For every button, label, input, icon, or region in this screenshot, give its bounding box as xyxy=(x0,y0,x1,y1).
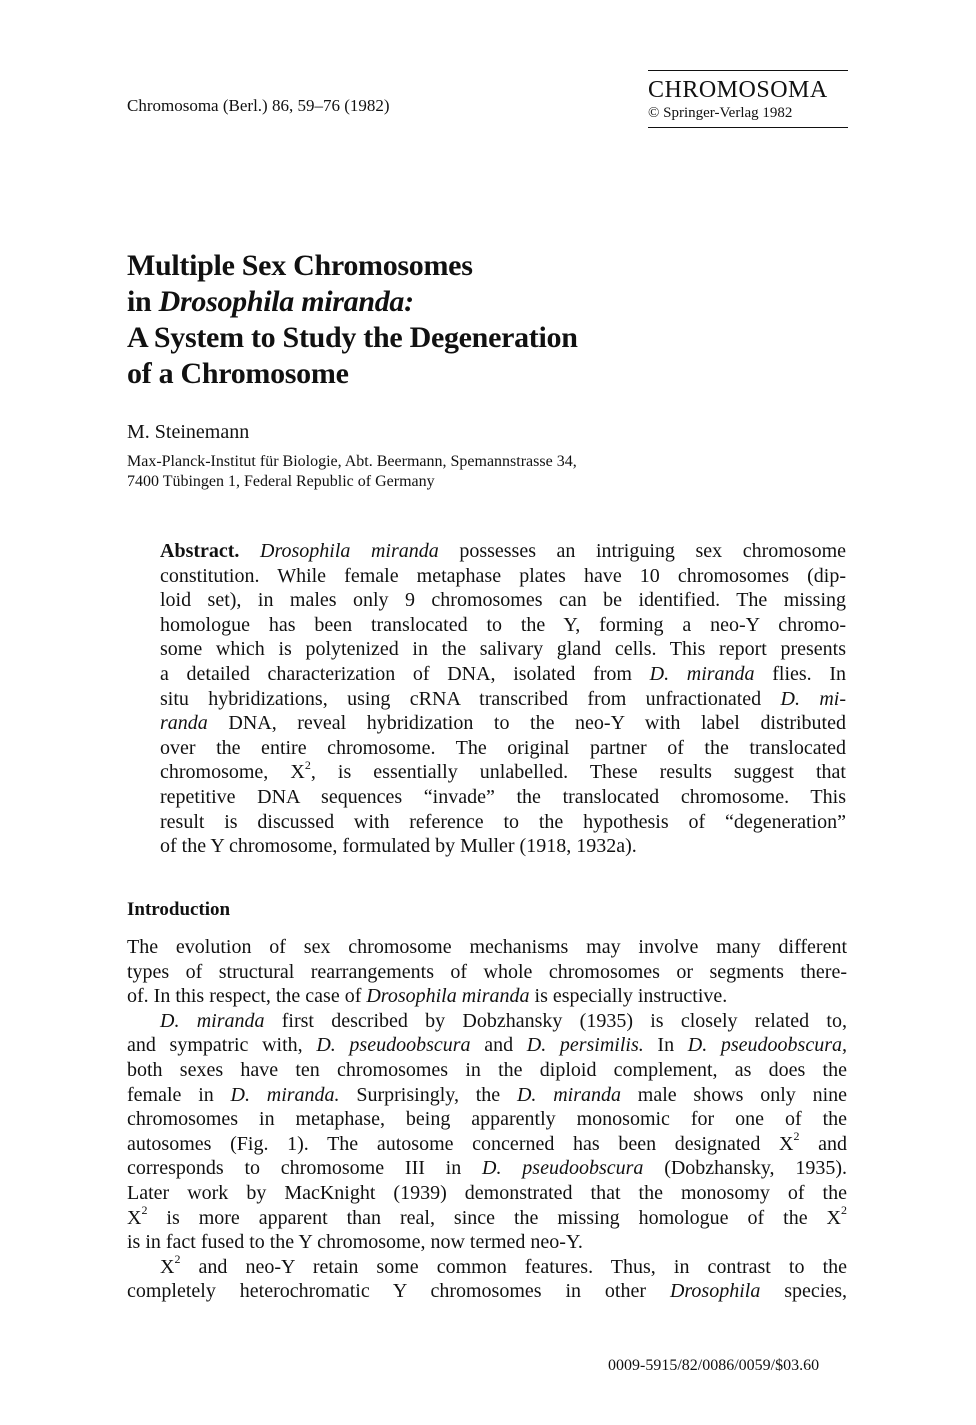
body-line xyxy=(127,1202,847,1231)
abstract-line xyxy=(160,711,846,736)
title-species-name: Drosophila miranda: xyxy=(158,285,414,318)
body-line xyxy=(127,1009,847,1034)
species-name: D. pseudoobscura xyxy=(482,1157,644,1180)
text-run: is more apparent than real, since the missing homologue of the X xyxy=(147,1206,841,1229)
text-run: autosomes (Fig. 1). The autosome concerned has been designated X xyxy=(127,1132,794,1155)
abstract-line xyxy=(160,662,846,687)
abstract-line: some which is polytenized in the salivary gland cells. This report presents xyxy=(160,638,846,661)
species-name: D. miranda. xyxy=(230,1083,340,1106)
text-run: completely heterochromatic Y chromosomes in other xyxy=(127,1280,670,1303)
abstract-line: constitution. While female metaphase plates have 10 chromosomes (dip- xyxy=(160,564,846,587)
abstract-line: repetitive DNA sequences “invade” the translocated chromosome. This xyxy=(160,785,846,808)
text-run: species, xyxy=(760,1280,847,1303)
text-run: , is essentially unlabelled. These results suggest that xyxy=(310,761,846,784)
text-run: and neo-Y retain some common features. Thus, in contrast to the xyxy=(180,1255,847,1278)
text-run: of. In this respect, the case of xyxy=(127,985,367,1008)
species-name: Drosophila miranda xyxy=(260,540,439,562)
author-affiliation xyxy=(127,452,577,492)
text-run: a detailed characterization of DNA, isolated from xyxy=(160,662,650,685)
body-line: The evolution of sex chromosome mechanisms may involve many different xyxy=(127,936,847,958)
species-name: D. miranda xyxy=(160,1009,265,1032)
species-name: Drosophila miranda xyxy=(366,985,530,1008)
abstract-line xyxy=(160,757,846,785)
text-run: and xyxy=(799,1132,847,1155)
title-line-2-prefix: in xyxy=(127,285,159,318)
species-name: Drosophila xyxy=(669,1280,761,1303)
body-line xyxy=(127,1252,847,1280)
journal-masthead xyxy=(648,70,848,128)
title-line-2 xyxy=(127,284,687,320)
body-line xyxy=(127,1033,847,1058)
body-line: both sexes have ten chromosomes in the diploid complement, as does the xyxy=(127,1058,847,1081)
text-run: is especially instructive. xyxy=(529,985,728,1008)
body-line xyxy=(127,1279,847,1304)
body-line: is in fact fused to the Y chromosome, now termed neo-Y. xyxy=(127,1231,583,1254)
abstract-line: loid set), in males only 9 chromosomes can be identified. The missing xyxy=(160,589,846,612)
text-run: X xyxy=(127,1206,142,1229)
abstract-line xyxy=(160,687,846,712)
text-run: male shows only nine xyxy=(620,1083,847,1106)
title-line-4: of a Chromosome xyxy=(127,357,349,390)
text-run: DNA, reveal hybridization to the neo-Y with label distributed xyxy=(207,712,846,735)
text-run: possesses an intriguing sex chromosome xyxy=(438,540,847,562)
text-run: and xyxy=(470,1034,527,1057)
text-run: Surprisingly, the xyxy=(339,1083,517,1106)
journal-citation: Chromosoma (Berl.) 86, 59–76 (1982) xyxy=(127,96,390,115)
title-line-3: A System to Study the Degeneration xyxy=(127,321,578,354)
abstract-line: of the Y chromosome, formulated by Muller (1918, 1932a). xyxy=(160,835,637,858)
body-line: Later work by MacKnight (1939) demonstrated that the monosomy of the xyxy=(127,1181,847,1204)
species-name: D. miranda xyxy=(516,1083,621,1106)
text-run: female in xyxy=(127,1083,231,1106)
text-run: X xyxy=(160,1255,175,1278)
text-run: first described by Dobzhansky (1935) is closely related to, xyxy=(264,1009,847,1032)
paper-title xyxy=(127,248,687,392)
superscript: 2 xyxy=(304,757,311,772)
section-heading-introduction: Introduction xyxy=(127,899,231,920)
species-name: D. pseudoobscura xyxy=(316,1034,471,1057)
text-run: situ hybridizations, using cRNA transcribed from unfractionated xyxy=(160,687,781,710)
abstract xyxy=(160,539,846,859)
introduction-body xyxy=(127,935,847,1304)
body-line xyxy=(127,1129,847,1157)
superscript: 2 xyxy=(841,1202,847,1217)
superscript: 2 xyxy=(174,1252,181,1267)
body-line: types of structural rearrangements of whole chromosomes or segments there- xyxy=(127,960,847,983)
article-code: 0009-5915/82/0086/0059/$03.60 xyxy=(608,1357,820,1374)
author-name: M. Steinemann xyxy=(127,421,250,443)
species-name: randa xyxy=(160,712,208,735)
body-line xyxy=(127,1083,847,1108)
species-name: D. mi- xyxy=(780,687,846,710)
affiliation-line-2: 7400 Tübingen 1, Federal Republic of Germany xyxy=(127,473,435,490)
affiliation-line-1: Max-Planck-Institut für Biologie, Abt. Beermann, Spemannstrasse 34, xyxy=(127,453,577,470)
abstract-line: over the entire chromosome. The original partner of the translocated xyxy=(160,736,846,759)
species-name: D. persimilis. xyxy=(526,1034,644,1057)
text-run: chromosome, X xyxy=(160,761,305,784)
species-name: D. miranda xyxy=(649,662,755,685)
text-run: corresponds to chromosome III in xyxy=(127,1157,483,1180)
text-run: and sympatric with, xyxy=(127,1034,317,1057)
journal-name: CHROMOSOMA xyxy=(648,77,828,103)
abstract-line: homologue has been translocated to the Y, forming a neo-Y chromo- xyxy=(160,613,846,636)
body-line xyxy=(127,984,847,1009)
title-line-1: Multiple Sex Chromosomes xyxy=(127,249,473,282)
superscript: 2 xyxy=(141,1202,148,1217)
copyright-notice: © Springer-Verlag 1982 xyxy=(648,105,793,121)
superscript: 2 xyxy=(793,1129,800,1144)
abstract-line xyxy=(160,539,846,564)
text-run: flies. In xyxy=(754,662,847,685)
abstract-line: result is discussed with reference to the hypothesis of “degeneration” xyxy=(160,810,846,833)
species-name: D. pseudoobscura, xyxy=(687,1034,847,1057)
text-run: In xyxy=(643,1034,688,1057)
abstract-label: Abstract. xyxy=(160,540,240,562)
body-line xyxy=(127,1156,847,1181)
text-run: (Dobzhansky, 1935). xyxy=(643,1157,848,1180)
body-line: chromosomes in metaphase, being apparently monosomic for one of the xyxy=(127,1108,847,1131)
